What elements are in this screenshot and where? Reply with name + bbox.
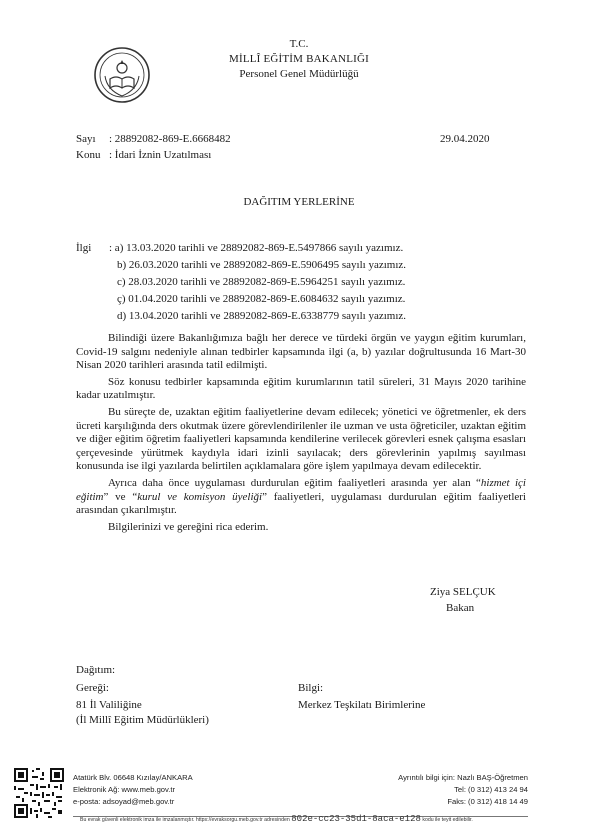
emphasis-hizmet-ici-egitim: hizmet içi eğitim: [76, 476, 526, 503]
ilgi-item: c) 28.03.2020 tarihli ve 28892082-869-E.5964251 sayılı yazımız.: [117, 276, 406, 288]
document-date: 29.04.2020: [440, 133, 490, 145]
bilgi-label: Bilgi:: [298, 682, 324, 694]
distribution-heading: Dağıtım:: [76, 664, 116, 676]
emphasis-kurul-komisyon: kurul ve komisyon üyeliği: [137, 490, 263, 503]
footer-phone: Tel: (0 312) 413 24 94: [454, 785, 528, 794]
body-paragraph-4: Ayrıca daha önce uygulaması durdurulan eğitim faaliyetleri arasında yer alan “hizmet içi eğitim” ve “kurul ve komisyon üyeliği” faaliyetleri, uygulaması durdurulan eğitim faaliyetleri arasından çıkarılmıştır.: [76, 476, 526, 517]
footer-verification-note: Bu evrak güvenli elektronik imza ile imzalanmıştır. https://evraksorgu.meb.gov.tr adresinden 802e-cc23-35d1-8aca-e128 kodu ile teyit edilebilir.: [80, 814, 473, 824]
header-tc: T.C.: [289, 38, 309, 50]
sayi-value: : 28892082-869-E.6668482: [109, 133, 231, 145]
header-ministry: MİLLÎ EĞİTİM BAKANLIĞI: [228, 53, 370, 65]
body-paragraph-3: Bu süreçte de, uzaktan eğitim faaliyetlerine devam edilecek; yönetici ve öğretmenler, ek ders ücreti karşılığında ders okutmak üzere görevlendirilenler ile uzman ve usta öğreticiler, uzaktan eğitim ve diğer eğitim öğretim faaliyetleri kapsamında kendilerine verilecek görevleri esnek çalışma esasları çerçevesinde yürütmek kaydıyla idari izinli sayılacak; ders görevlerinin yapılmış sayılması konusunda ise ilgi yazılarda belirtilen açıklamalara göre işlem yapılmaya devam edilecektir.: [76, 405, 526, 473]
ilgi-label: İlgi: [76, 242, 92, 254]
sayi-label: Sayı: [76, 133, 96, 145]
letter-body: [76, 332, 526, 534]
ilgi-item: b) 26.03.2020 tarihli ve 28892082-869-E.5906495 sayılı yazımız.: [117, 259, 407, 271]
bilgi-recipient: Merkez Teşkilatı Birimlerine: [298, 699, 426, 711]
footer-contact: Ayrıntılı bilgi için: Nazlı BAŞ-Öğretmen: [398, 773, 528, 782]
konu-label: Konu: [76, 149, 101, 161]
body-paragraph-5: Bilgilerinizi ve gereğini rica ederim.: [108, 520, 269, 533]
header-department: Personel Genel Müdürlüğü: [239, 68, 359, 80]
ilgi-item: ç) 01.04.2020 tarihli ve 28892082-869-E.6084632 sayılı yazımız.: [117, 293, 406, 305]
footer-address: Atatürk Blv. 06648 Kızılay/ANKARA: [73, 773, 193, 782]
ilgi-item: : a) 13.03.2020 tarihli ve 28892082-869-E.5497866 sayılı yazımız.: [109, 242, 404, 254]
gerekli-recipient-note: (İl Millî Eğitim Müdürlükleri): [76, 714, 209, 726]
ilgi-item: d) 13.04.2020 tarihli ve 28892082-869-E.6338779 sayılı yazımız.: [117, 310, 407, 322]
addressee: DAĞITIM YERLERİNE: [243, 196, 355, 208]
signatory-name: Ziya SELÇUK: [430, 586, 496, 598]
gerekli-label: Gereği:: [76, 682, 109, 694]
gerekli-recipient: 81 İl Valiliğine: [76, 699, 142, 711]
konu-value: : İdari İznin Uzatılması: [109, 149, 212, 161]
body-paragraph-1: Bilindiği üzere Bakanlığımıza bağlı her derece ve türdeki örgün ve yaygın eğitim kurumları, Covid-19 salgını nedeniyle alınan tedbirler kapsamında ilgi (a, b) yazılar doğrultusunda 16 Mart-30 Nisan 2020 tarihleri arasında tatil edilmişti.: [76, 332, 526, 372]
body-paragraph-2: Söz konusu tedbirler kapsamında eğitim kurumlarının tatil süreleri, 31 Mayıs 2020 tarihine kadar uzatılmıştır.: [76, 375, 526, 402]
footer-email: e-posta: adsoyad@meb.gov.tr: [73, 797, 175, 806]
verification-qr-code: [14, 768, 64, 818]
footer-fax: Faks: (0 312) 418 14 49: [447, 797, 528, 806]
signatory-title: Bakan: [446, 602, 475, 614]
footer-website: Elektronik Ağ: www.meb.gov.tr: [73, 785, 175, 794]
verification-code: 802e-cc23-35d1-8aca-e128: [291, 814, 421, 824]
